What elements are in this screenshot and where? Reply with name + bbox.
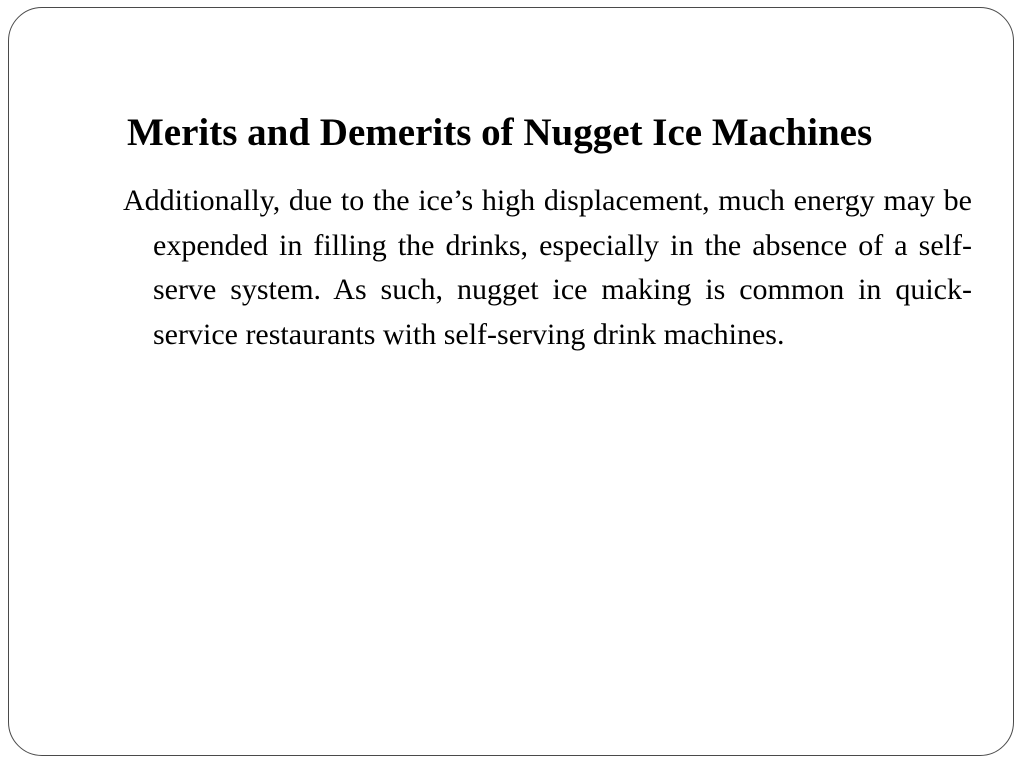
slide-title: Merits and Demerits of Nugget Ice Machines xyxy=(127,111,873,154)
slide-body-text: Additionally, due to the ice’s high displacement, much energy may be expended in filling the drinks, especially in the absence of a self-serve system. As such, nugget ice making is common in quick-service restaurants with self-serving drink machines. xyxy=(123,184,972,351)
slide-frame xyxy=(8,7,1014,756)
